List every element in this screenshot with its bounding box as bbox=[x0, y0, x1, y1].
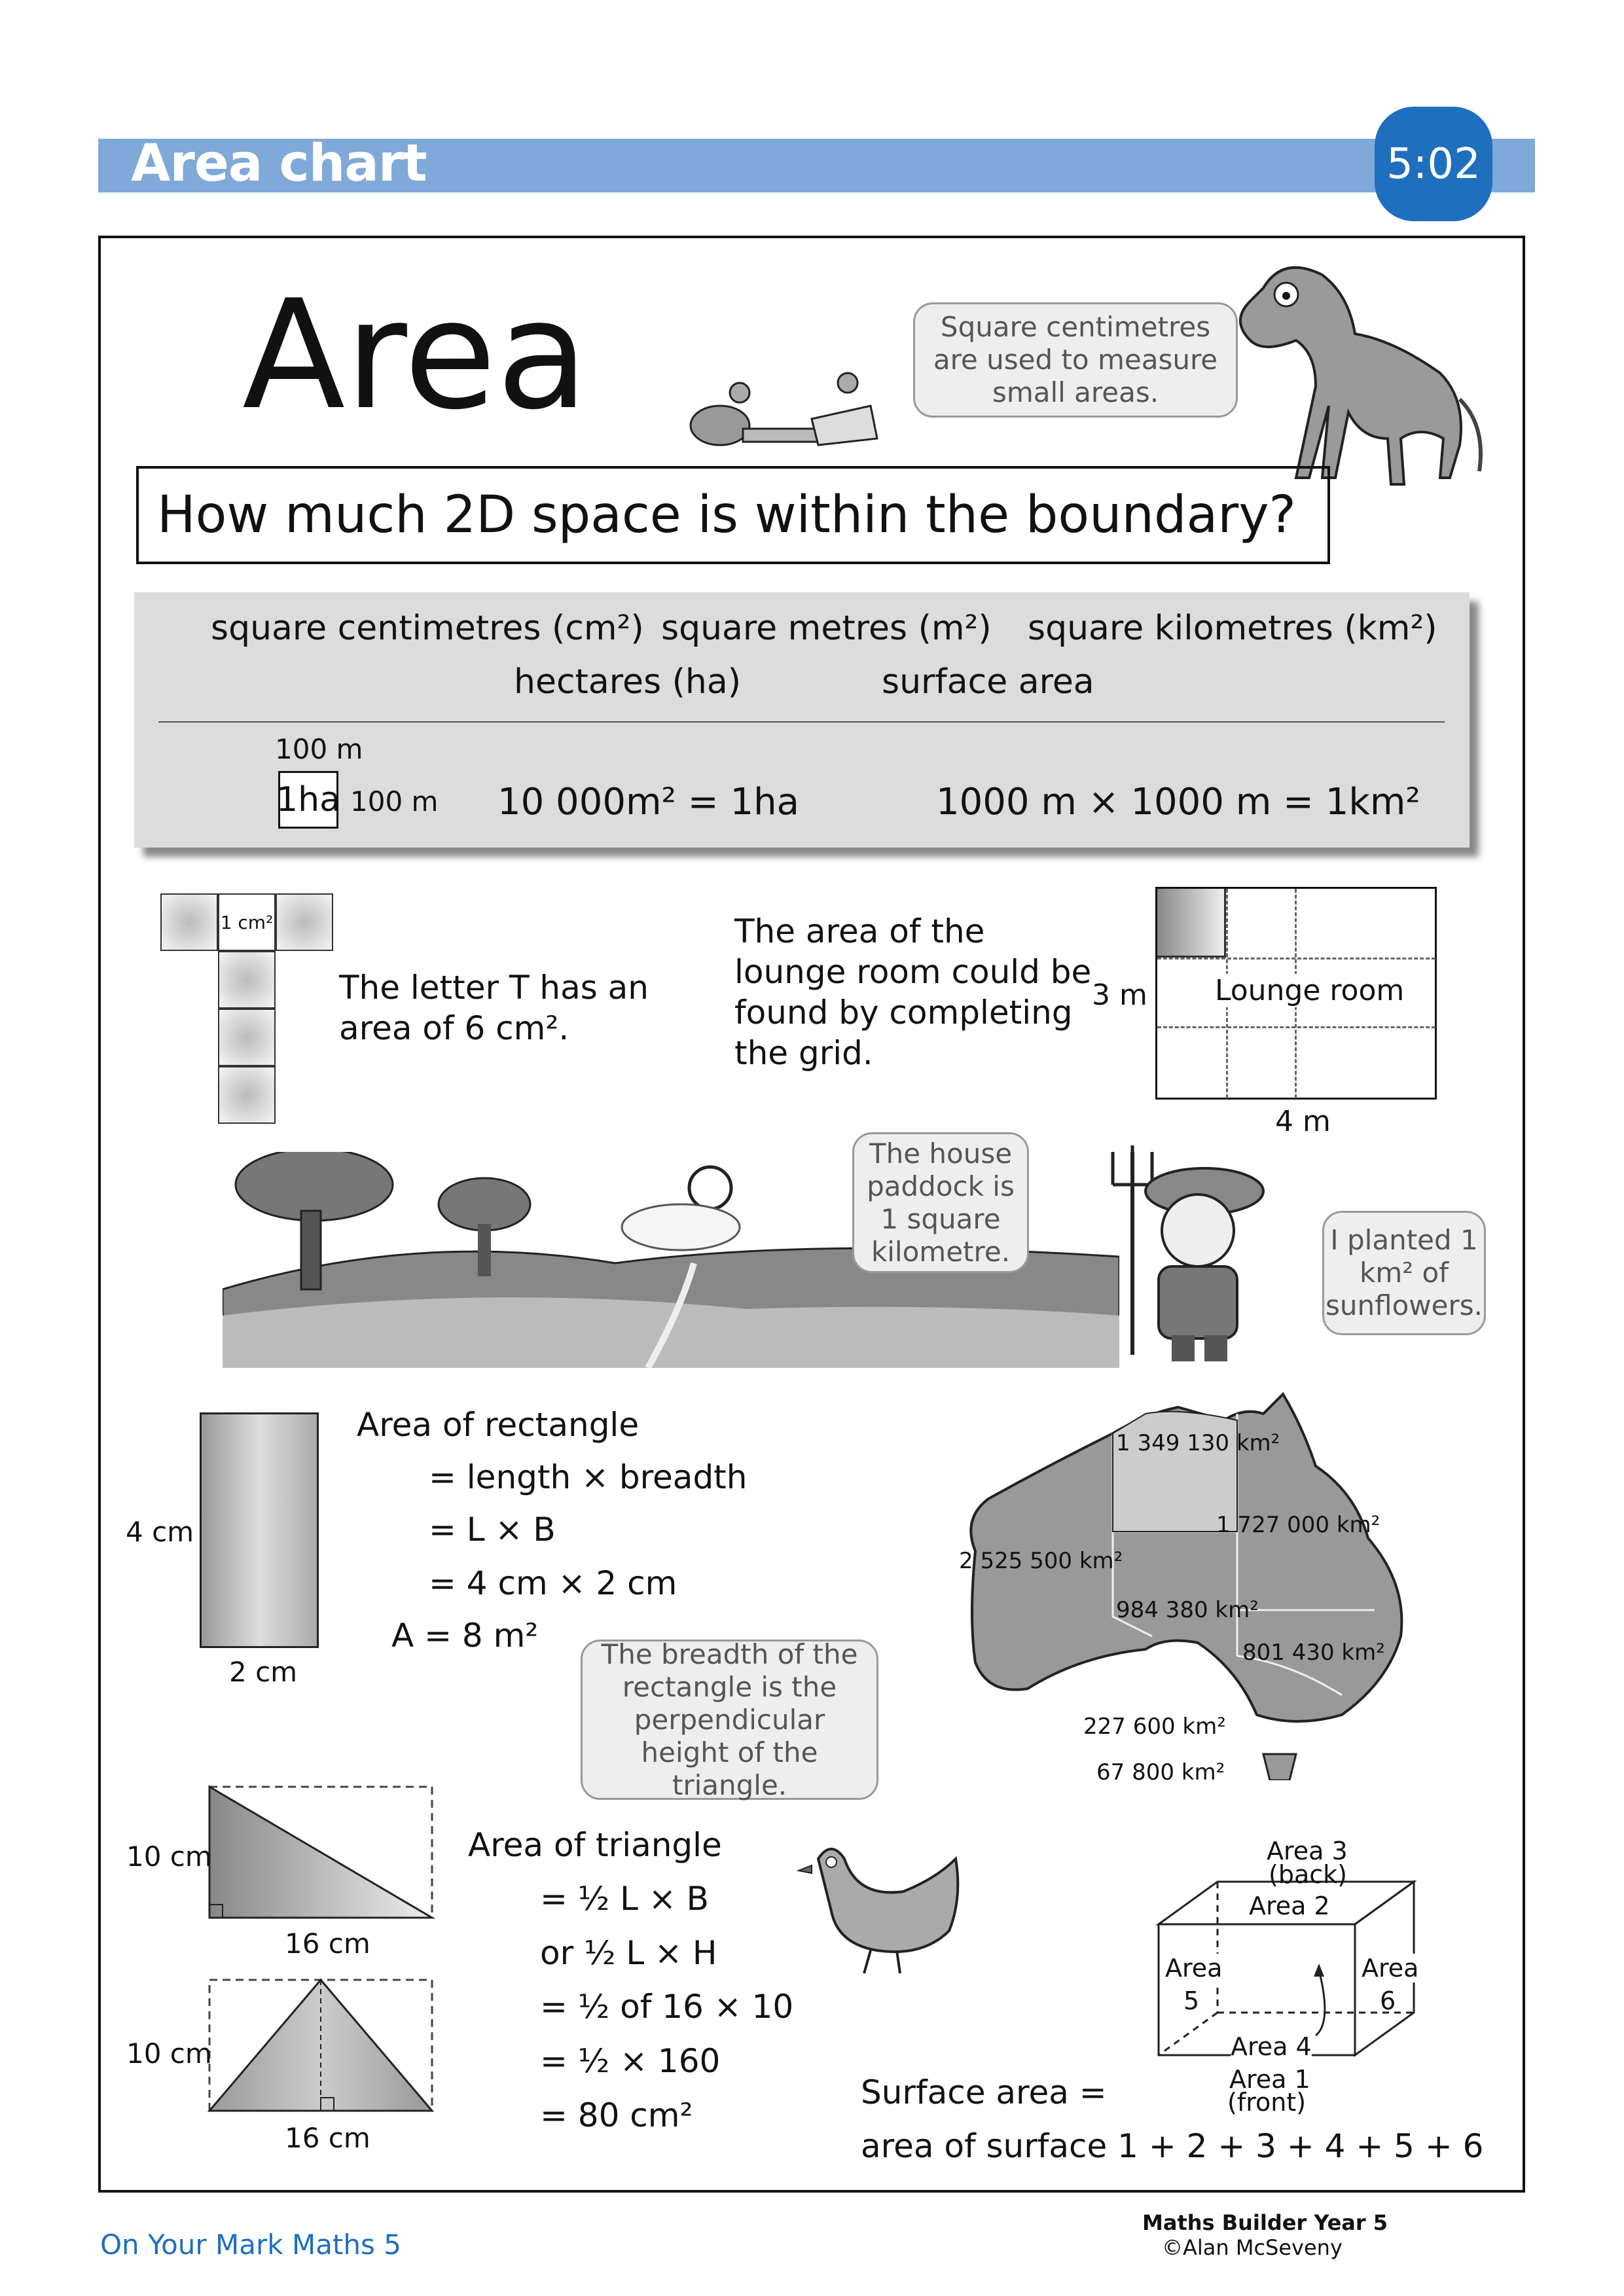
rectangle-formula-title: Area of rectangle bbox=[357, 1406, 640, 1444]
unit-cm2: square centimetres (cm²) bbox=[211, 609, 644, 648]
lounge-grid bbox=[1155, 887, 1437, 1100]
unit-surface: surface area bbox=[882, 662, 1094, 702]
footer-book-title: Maths Builder Year 5 bbox=[1142, 2210, 1388, 2235]
cube-area3-label: Area 3 bbox=[1267, 1837, 1348, 1865]
farmer-illustration bbox=[1074, 1139, 1290, 1368]
horse-illustration bbox=[1224, 242, 1499, 504]
triangle-formula-line: = ½ × 160 bbox=[540, 2042, 721, 2080]
footer-copyright: ©Alan McSeveny bbox=[1162, 2235, 1343, 2260]
triangle-formula-title: Area of triangle bbox=[468, 1826, 722, 1864]
right-triangle-diagram bbox=[206, 1784, 439, 1924]
isosceles-triangle-diagram bbox=[206, 1977, 439, 2117]
rectangle-result: A = 8 m² bbox=[391, 1617, 539, 1655]
triangle1-side-label: 10 cm bbox=[126, 1840, 212, 1873]
t-cell bbox=[160, 893, 218, 951]
triangle-formula-line: = ½ L × B bbox=[540, 1880, 709, 1918]
cube-area2-label: Area 2 bbox=[1249, 1892, 1330, 1920]
surface-area-title: Surface area = bbox=[861, 2073, 1107, 2111]
page-title: Area chart bbox=[131, 134, 427, 193]
ha-side-label: 100 m bbox=[350, 785, 439, 817]
example-rectangle bbox=[200, 1412, 319, 1648]
cube-area5-sub: 5 bbox=[1183, 1986, 1200, 2015]
triangle2-bottom-label: 16 cm bbox=[285, 2122, 370, 2154]
cube-area1-sub: (front) bbox=[1227, 2088, 1307, 2117]
lounge-bottom-label: 4 m bbox=[1275, 1105, 1331, 1138]
lounge-text: The area of the lounge room could be found by completing the grid. bbox=[734, 912, 1092, 1072]
ha-box: 1ha bbox=[278, 771, 338, 829]
rectangle-bottom-label: 2 cm bbox=[229, 1656, 298, 1688]
page-code-badge: 5:02 bbox=[1375, 107, 1492, 221]
map-label-tas: 67 800 km² bbox=[1096, 1759, 1225, 1785]
triangle2-side-label: 10 cm bbox=[126, 2037, 212, 2070]
area-heading: Area bbox=[242, 268, 589, 443]
hen-illustration bbox=[792, 1833, 975, 1977]
unit-ha: hectares (ha) bbox=[514, 662, 742, 702]
map-label-qld: 1 727 000 km² bbox=[1216, 1512, 1380, 1538]
lounge-room-label: Lounge room bbox=[1210, 974, 1409, 1007]
units-divider bbox=[158, 721, 1445, 723]
map-label-vic: 227 600 km² bbox=[1083, 1713, 1226, 1740]
rectangle-formula-line: = length × breadth bbox=[429, 1458, 748, 1496]
cube-area3-sub: (back) bbox=[1269, 1860, 1347, 1889]
question-box: How much 2D space is within the boundary? bbox=[136, 466, 1330, 564]
rectangle-formula-line: = 4 cm × 2 cm bbox=[429, 1564, 677, 1602]
map-label-nsw: 801 430 km² bbox=[1242, 1640, 1385, 1666]
map-label-nt: 1 349 130 km² bbox=[1116, 1430, 1280, 1456]
mice-cheese-illustration bbox=[681, 367, 890, 452]
cube-area5-label: Area bbox=[1165, 1954, 1223, 1982]
paddock-speech-bubble: The house paddock is 1 square kilometre. bbox=[852, 1132, 1029, 1273]
t-shape-text: The letter T has an area of 6 cm². bbox=[339, 969, 649, 1047]
footer-series: On Your Mark Maths 5 bbox=[100, 2229, 401, 2261]
grid-line bbox=[1157, 1026, 1435, 1030]
triangle-speech-bubble: The breadth of the rectangle is the perpendicular height of the triangle. bbox=[581, 1640, 878, 1800]
unit-km2: square kilometres (km²) bbox=[1028, 609, 1437, 648]
triangle1-bottom-label: 16 cm bbox=[285, 1928, 370, 1960]
cube-area6-label: Area bbox=[1362, 1954, 1419, 1982]
map-label-sa: 984 380 km² bbox=[1116, 1597, 1259, 1623]
triangle-formula-result: = 80 cm² bbox=[540, 2096, 693, 2134]
triangle-formula-line: = ½ of 16 × 10 bbox=[540, 1988, 794, 2026]
surface-area-formula: area of surface 1 + 2 + 3 + 4 + 5 + 6 bbox=[861, 2127, 1484, 2165]
ha-equation: 10 000m² = 1ha bbox=[497, 781, 799, 823]
t-cell bbox=[218, 1066, 276, 1124]
t-cell bbox=[218, 1009, 276, 1066]
rectangle-side-label: 4 cm bbox=[126, 1516, 194, 1548]
cube-area1-label: Area 1 bbox=[1229, 2065, 1310, 2094]
t-shape bbox=[160, 893, 334, 1126]
lounge-unit-square bbox=[1157, 889, 1226, 958]
t-cell bbox=[276, 893, 333, 951]
grid-line bbox=[1157, 958, 1435, 961]
rectangle-formula-line: = L × B bbox=[429, 1511, 556, 1549]
t-cell-label: 1 cm² bbox=[218, 893, 276, 951]
map-label-wa: 2 525 500 km² bbox=[959, 1548, 1123, 1574]
ha-top-label: 100 m bbox=[275, 733, 363, 765]
farmer-speech-bubble: I planted 1 km² of sunflowers. bbox=[1322, 1211, 1486, 1335]
cube-area4-label: Area 4 bbox=[1231, 2032, 1312, 2061]
triangle-formula-line: or ½ L × H bbox=[540, 1934, 717, 1972]
cube-area6-sub: 6 bbox=[1380, 1986, 1396, 2015]
horse-speech-bubble: Square centimetres are used to measure small areas. bbox=[913, 302, 1238, 418]
unit-m2: square metres (m²) bbox=[661, 609, 992, 648]
lounge-side-label: 3 m bbox=[1092, 978, 1147, 1012]
km2-equation: 1000 m × 1000 m = 1km² bbox=[936, 781, 1420, 823]
t-cell bbox=[218, 951, 276, 1009]
